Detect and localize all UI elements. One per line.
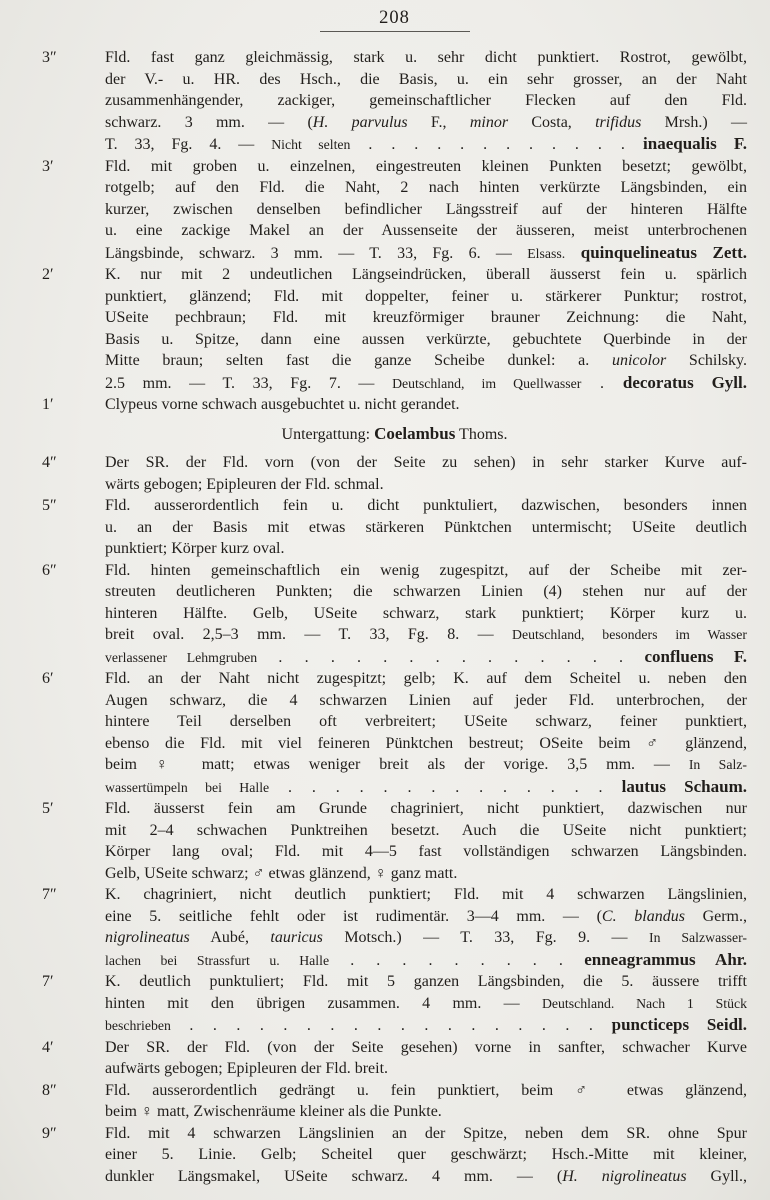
species-name-bold: decoratus Gyll. (605, 372, 748, 392)
locality-small: Deutschland, besonders im Wasser (512, 627, 748, 642)
text-line (105, 538, 747, 560)
text-line (105, 47, 747, 69)
text-line (105, 906, 747, 928)
text-line (105, 112, 747, 134)
leader-dots: . (581, 374, 606, 392)
couplet-label: 6″ (42, 561, 57, 579)
locality-small: Deutschland, im Quellwasser (392, 375, 582, 391)
couplet-label: 7′ (42, 973, 54, 990)
subgenus-heading (42, 423, 747, 446)
text-line (105, 581, 747, 603)
text-run: u. an der Basis mit etwas stärkeren Pünktchen untermischt; USeite deutlich (105, 518, 747, 536)
text-run: Längsbinde, schwarz. 3 mm. — T. 33, Fg. 6. — (105, 244, 528, 262)
text-run: Clypeus vorne schwach ausgebuchtet u. nicht gerandet. (105, 396, 460, 413)
text-line (105, 1144, 747, 1166)
text-line (105, 264, 747, 286)
text-run: USeite pechbraun; Fld. mit kreuzförmiger brauner Zeichnung: die Naht, (105, 309, 747, 326)
text-line (105, 776, 747, 799)
species-name-bold: inaequalis F. (625, 134, 747, 153)
page-header (42, 8, 747, 32)
couplet-text (105, 1037, 747, 1080)
key-item (42, 47, 747, 156)
couplet-text (105, 798, 747, 884)
couplet-label: 9″ (42, 1124, 57, 1142)
leader-dots: . . . . . . . . . . . . . . (257, 648, 625, 666)
text-line (105, 1014, 747, 1037)
synonym-italic: trifidus (595, 113, 642, 131)
key-list (42, 47, 747, 1187)
text-line (105, 69, 747, 91)
text-run: der V.- u. HR. des Hsch., die Basis, u. ein sehr grosser, an der Naht (105, 70, 747, 88)
text-line (105, 863, 747, 885)
text-line (105, 242, 747, 265)
text-line (42, 423, 747, 446)
key-item (42, 560, 747, 669)
text-run: Der SR. der Fld. (von der Seite gesehen) vorne in sanfter, schwacher Kurve (105, 1038, 747, 1056)
text-line (105, 927, 747, 949)
key-item (42, 1080, 747, 1123)
text-line (105, 177, 747, 199)
couplet-text (105, 264, 747, 394)
text-line (105, 560, 747, 582)
text-line (105, 452, 747, 474)
key-item (42, 971, 747, 1037)
couplet-text (105, 47, 747, 156)
text-run: streuten deutlicheren Punkten; die schwarzen Linien (4) stehen nur auf der (105, 583, 747, 600)
locality-small: Nicht selten (271, 137, 351, 152)
text-run: Motsch.) — T. 33, Fg. 9. — (322, 929, 649, 946)
text-run: kurzer, zwischen denselben befindlicher Längsstreif auf der hinteren Hälfte (105, 200, 747, 218)
couplet-text (105, 971, 747, 1037)
text-run: wärts gebogen; Epipleuren der Fld. schmal. (105, 475, 384, 493)
text-run: eine 5. seitliche fehlt oder ist rudimentär. 3—4 mm. — ( (105, 907, 602, 925)
species-name-bold: confluens F. (624, 646, 747, 666)
text-run: hinten mit den übrigen zusammen. 4 mm. — (105, 994, 542, 1012)
leader-dots: . . . . . . . . . . . . . . . . . . (170, 1017, 594, 1034)
couplet-text (105, 1123, 747, 1188)
couplet-label: 3′ (42, 157, 54, 175)
couplet-text (105, 156, 747, 265)
couplet-label: 5″ (42, 497, 57, 514)
text-line (105, 199, 747, 221)
text-line (105, 949, 747, 972)
text-line (105, 1037, 747, 1059)
key-item (42, 884, 747, 971)
synonym-italic: nigrolineatus (105, 929, 190, 946)
text-run: punktiert; Körper kurz oval. (105, 540, 285, 557)
text-run: Mitte braun; selten fast die ganze Scheibe dunkel: a. (105, 352, 612, 369)
synonym-italic: unicolor (611, 352, 667, 369)
couplet-text (42, 423, 747, 446)
couplet-label: 1′ (42, 396, 54, 413)
key-item (42, 156, 747, 265)
couplet-text (105, 495, 747, 560)
text-run: Gyll., (686, 1167, 747, 1185)
text-run: Fld. ausserordentlich fein u. dicht punktuliert, dazwischen, besonders innen (105, 497, 747, 514)
locality-small: Elsass. (527, 245, 566, 261)
text-line (105, 394, 747, 416)
text-run: Der SR. der Fld. vorn (von der Seite zu sehen) in sehr starker Kurve auf- (105, 454, 747, 471)
text-line (105, 1101, 747, 1123)
couplet-text (105, 668, 747, 798)
locality-small: In Salz- (688, 757, 748, 772)
key-item (42, 394, 747, 416)
text-line (105, 474, 747, 496)
text-run: Untergattung: (281, 425, 375, 443)
text-line (105, 624, 747, 646)
key-item (42, 1037, 747, 1080)
locality-small: Deutschland. Nach 1 Stück (541, 995, 747, 1011)
text-line (105, 841, 747, 863)
couplet-label: 5′ (42, 800, 54, 817)
text-run: Fld. fast ganz gleichmässig, stark u. sehr dicht punktiert. Rostrot, gewölbt, (105, 49, 747, 66)
leader-dots: . . . . . . . . . . . . (350, 136, 626, 153)
synonym-italic: minor (469, 113, 509, 131)
couplet-label: 4″ (42, 454, 57, 471)
couplet-label: 8″ (42, 1081, 57, 1099)
species-name-bold: puncticeps Seidl. (593, 1015, 747, 1034)
locality-small: In Salzwasser- (648, 930, 747, 945)
text-line (105, 220, 747, 242)
text-line (105, 329, 747, 351)
couplet-text (105, 560, 747, 669)
text-line (105, 603, 747, 625)
text-line (105, 1058, 747, 1080)
text-run: Fld. an der Naht nicht zugespitzt; gelb; K. auf dem Scheitel u. neben den (105, 670, 747, 687)
text-run: K. chagriniert, nicht deutlich punktiert; Fld. mit 4 schwarzen Längslinien, (105, 886, 747, 903)
synonym-italic: tauricus (270, 929, 323, 946)
leader-dots: . . . . . . . . . . . . . . (269, 778, 604, 796)
text-run: Fld. hinten gemeinschaftlich ein wenig zugespitzt, auf der Scheibe mit zer- (105, 561, 747, 579)
synonym-italic: H. parvulus (312, 113, 408, 131)
text-run: aufwärts gebogen; Epipleuren der Fld. breit. (105, 1060, 389, 1077)
text-run: Thoms. (455, 425, 508, 443)
couplet-label: 3″ (42, 49, 57, 66)
couplet-label: 6′ (42, 670, 54, 687)
text-run: T. 33, Fg. 4. — (105, 136, 272, 153)
text-line (105, 495, 747, 517)
text-line (105, 90, 747, 112)
text-run: ebenso die Fld. mit viel feineren Pünktchen bestreut; OSeite beim ♂ glänzend, (105, 734, 747, 752)
text-line (105, 517, 747, 539)
text-line (105, 156, 747, 178)
text-run: Mrsh.) — (641, 113, 748, 131)
text-run: F., (407, 113, 470, 131)
text-run: dunkler Längsmakel, USeite schwarz. 4 mm. — ( (105, 1167, 563, 1185)
page-number: 208 (379, 8, 410, 28)
text-line (105, 286, 747, 308)
text-line (105, 350, 747, 372)
key-item (42, 1123, 747, 1188)
text-run: Fld. ausserordentlich gedrängt u. fein punktiert, beim ♂ etwas glänzend, (105, 1081, 747, 1099)
text-run: hintere Teil derselben oft verbreitert; USeite schwarz, feiner punktiert, (105, 713, 747, 730)
couplet-text (105, 452, 747, 495)
text-line (105, 307, 747, 329)
text-run: K. nur mit 2 undeutlichen Längseindrücken, überall äusserst fein u. spärlich (105, 266, 747, 283)
species-name-bold: quinquelineatus Zett. (565, 242, 747, 262)
key-item (42, 264, 747, 394)
text-run: breit oval. 2,5–3 mm. — T. 33, Fg. 8. — (105, 626, 513, 643)
text-run: Fld. äusserst fein am Grunde chagriniert, nicht punktiert, dazwischen nur (105, 800, 747, 817)
couplet-text (105, 884, 747, 971)
couplet-label: 2′ (42, 266, 54, 283)
text-line (105, 372, 747, 395)
text-run: Schilsky. (666, 352, 747, 369)
text-run: zusammenhängender, zackiger, gemeinschaftlicher Flecken auf den Fld. (105, 92, 747, 109)
text-run: schwarz. 3 mm. — ( (105, 113, 313, 131)
text-line (105, 1080, 747, 1102)
text-run: Germ., (684, 907, 748, 925)
text-run: Aubé, (189, 929, 271, 946)
text-run: rotgelb; auf den Fld. die Naht, 2 nach hinten verkürzte Längsbinden, ein (105, 179, 747, 196)
header-rule (320, 31, 470, 32)
text-run: Costa, (508, 113, 596, 131)
species-name-bold: Coelambus (374, 423, 456, 443)
text-line (105, 690, 747, 712)
text-line (105, 798, 747, 820)
text-run: K. deutlich punktuliert; Fld. mit 5 ganzen Längsbinden, die 5. äussere trifft (105, 973, 747, 990)
text-run: mit 2–4 schwachen Punktreihen besetzt. Auch die USeite nicht punktiert; (105, 821, 747, 839)
couplet-text (105, 1080, 747, 1123)
text-run: Augen schwarz, die 4 schwarzen Linien auf jeder Fld. unterbrochen, der (105, 691, 747, 709)
text-run: 2.5 mm. — T. 33, Fg. 7. — (105, 374, 393, 392)
text-line (105, 820, 747, 842)
text-line (105, 754, 747, 776)
locality-small: verlassener Lehmgruben (105, 649, 258, 665)
text-line (105, 646, 747, 669)
text-line (105, 971, 747, 993)
text-run: Basis u. Spitze, dann eine aussen verkürzte, gebuchtete Querbinde in der (105, 330, 747, 348)
key-item (42, 798, 747, 884)
locality-small: lachen bei Strassfurt u. Halle (105, 952, 330, 968)
text-run: punktiert, glänzend; Fld. mit doppelter, feiner u. stärkerer Punktur; rostrot, (105, 287, 747, 305)
species-name-bold: enneagrammus Ahr. (563, 949, 748, 969)
couplet-label: 4′ (42, 1038, 54, 1056)
text-run: beim ♀ matt; etwas weniger breit als der vorige. 3,5 mm. — (105, 756, 689, 773)
text-run: einer 5. Linie. Gelb; Scheitel quer geschwärzt; Hsch.-Mitte mit kleiner, (105, 1146, 747, 1163)
text-run: Fld. mit groben u. einzelnen, eingestreuten kleinen Punkten besetzt; gewölbt, (105, 157, 747, 175)
text-line (105, 1166, 747, 1188)
locality-small: beschrieben (105, 1018, 171, 1033)
text-run: Gelb, USeite schwarz; ♂ etwas glänzend, ♀ ganz matt. (105, 864, 458, 882)
text-run: hinteren Hälfte. Gelb, USeite schwarz, stark punktiert; Körper kurz u. (105, 604, 747, 622)
text-line (105, 711, 747, 733)
key-item (42, 495, 747, 560)
key-item (42, 452, 747, 495)
text-run: Körper lang oval; Fld. mit 4—5 fast vollständigen schwarzen Längsbinden. (105, 843, 747, 860)
text-line (105, 993, 747, 1015)
synonym-italic: H. nigrolineatus (562, 1167, 687, 1185)
text-line (105, 884, 747, 906)
couplet-text (105, 394, 747, 416)
text-run: beim ♀ matt, Zwischenräume kleiner als die Punkte. (105, 1103, 442, 1120)
text-run: Fld. mit 4 schwarzen Längslinien an der Spitze, neben dem SR. ohne Spur (105, 1124, 747, 1142)
text-line (105, 733, 747, 755)
locality-small: wassertümpeln bei Halle (105, 779, 270, 795)
text-line (105, 668, 747, 690)
species-name-bold: lautus Schaum. (603, 776, 747, 796)
text-line (105, 1123, 747, 1145)
leader-dots: . . . . . . . . . (329, 951, 564, 969)
text-run: u. eine zackige Makel an der Aussenseite der äusseren, meist unterbrochenen (105, 222, 747, 239)
synonym-italic: C. blandus (601, 907, 685, 925)
text-line (105, 133, 747, 156)
couplet-label: 7″ (42, 886, 57, 903)
key-item (42, 668, 747, 798)
